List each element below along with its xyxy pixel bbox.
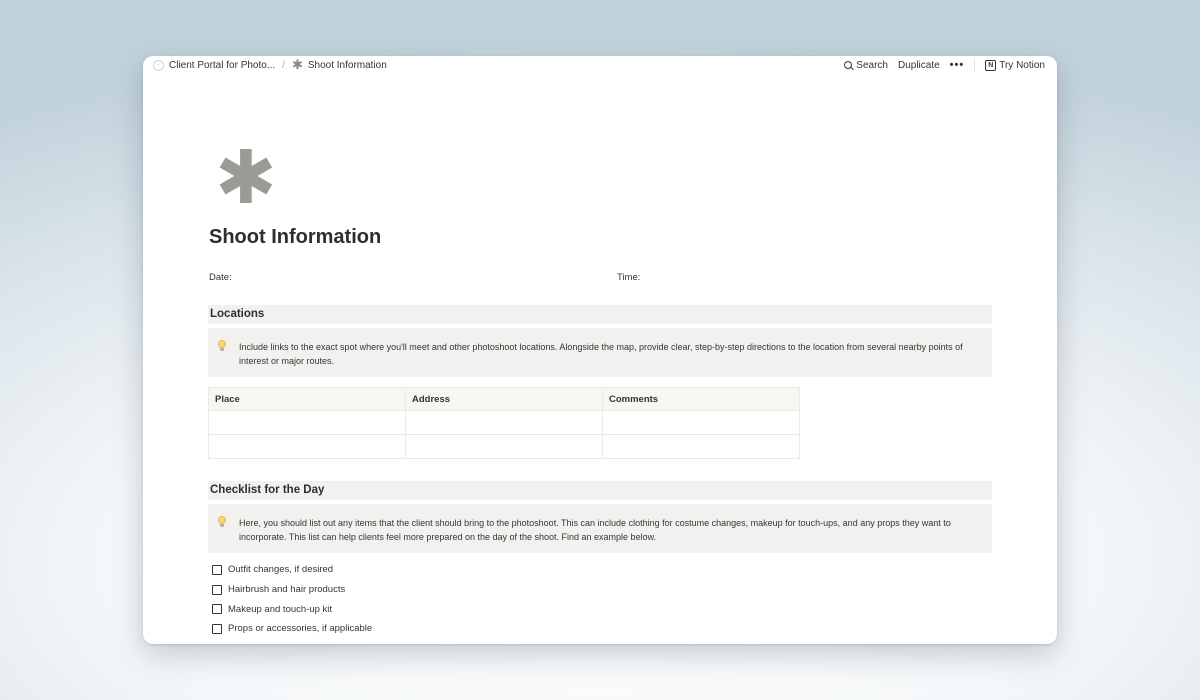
lightbulb-icon: [218, 516, 226, 528]
breadcrumb-separator: /: [282, 59, 285, 71]
column-header-address[interactable]: Address: [406, 388, 603, 411]
table-cell[interactable]: [406, 435, 603, 459]
table-header-row: [209, 388, 800, 411]
table-cell[interactable]: [603, 435, 800, 459]
checklist: [212, 560, 372, 639]
more-options-button[interactable]: •••: [949, 59, 965, 71]
column-header-comments[interactable]: Comments: [603, 388, 800, 411]
date-property[interactable]: Date:: [209, 272, 232, 283]
notion-window: [143, 56, 1057, 644]
page-asterisk-icon[interactable]: ✱: [215, 135, 278, 221]
search-button[interactable]: [844, 60, 888, 71]
checkbox[interactable]: [212, 624, 222, 634]
try-notion-label: Try Notion: [999, 59, 1045, 71]
locations-table[interactable]: [208, 387, 800, 459]
checklist-heading[interactable]: Checklist for the Day: [208, 481, 992, 500]
search-label: Search: [856, 59, 888, 71]
search-icon: [844, 61, 852, 69]
locations-callout[interactable]: [208, 328, 992, 377]
checklist-callout-text: Here, you should list out any items that the client should bring to the photoshoot. This can include clothing for costume changes, makeup for touch-ups, and any props they want to incorporate. This list can help clients feel more prepared on the day of the shoot. Find an example below.: [239, 518, 951, 542]
table-cell[interactable]: [209, 435, 406, 459]
page-title[interactable]: Shoot Information: [209, 226, 382, 248]
checklist-item-label[interactable]: Makeup and touch-up kit: [228, 603, 333, 615]
column-header-place[interactable]: Place: [209, 388, 406, 411]
locations-heading[interactable]: Locations: [208, 305, 992, 324]
duplicate-button[interactable]: Duplicate: [897, 59, 940, 71]
lightbulb-icon: [218, 340, 226, 352]
locations-callout-text: Include links to the exact spot where you'll meet and other photoshoot locations. Alongside the map, provide clear, step-by-step directions to the location from several nearby points of interest or major routes.: [239, 342, 963, 366]
checklist-item: [212, 560, 372, 580]
checkbox[interactable]: [212, 585, 222, 595]
breadcrumb-item-current[interactable]: Shoot Information: [307, 59, 387, 71]
checklist-item: [212, 599, 372, 619]
checklist-item-label[interactable]: Props or accessories, if applicable: [228, 623, 373, 635]
table-cell[interactable]: [603, 411, 800, 435]
checkbox[interactable]: [212, 604, 222, 614]
checkbox[interactable]: [212, 565, 222, 575]
divider: [974, 59, 975, 71]
breadcrumb-item-parent[interactable]: Client Portal for Photo...: [169, 59, 276, 71]
topbar-actions: [844, 59, 1045, 71]
checklist-item: [212, 619, 372, 639]
table-cell[interactable]: [406, 411, 603, 435]
try-notion-button[interactable]: [985, 60, 1045, 71]
checklist-item-label[interactable]: Hairbrush and hair products: [228, 584, 346, 596]
asterisk-icon: ✱: [291, 57, 303, 72]
breadcrumb: [153, 57, 387, 72]
table-row: [209, 411, 800, 435]
table-row: [209, 435, 800, 459]
table-cell[interactable]: [209, 411, 406, 435]
notion-logo-icon: N: [985, 60, 996, 71]
checklist-item: [212, 580, 372, 600]
checklist-item-label[interactable]: Outfit changes, if desired: [228, 564, 334, 576]
checklist-callout[interactable]: [208, 504, 992, 553]
time-property[interactable]: Time:: [617, 272, 641, 283]
workspace-avatar-icon: ◦: [153, 60, 164, 71]
top-bar: [143, 56, 1057, 74]
